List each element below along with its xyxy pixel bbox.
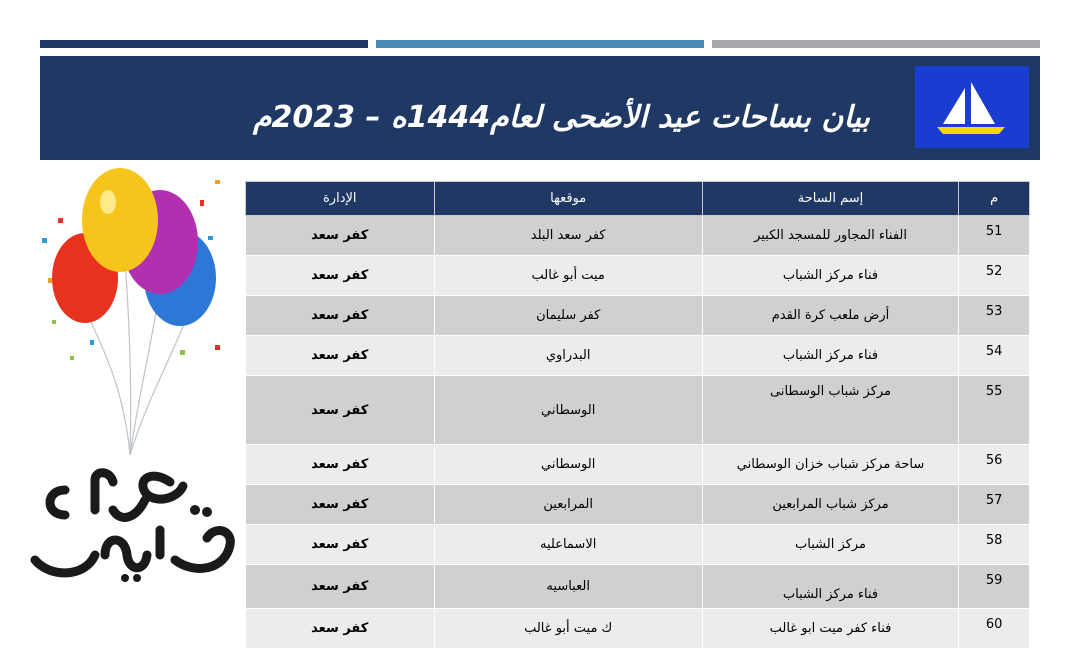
table-row: [246, 525, 1030, 565]
eid-greeting-art: [25, 460, 240, 585]
cell-location: الوسطاني: [434, 445, 702, 485]
cell-admin: كفر سعد: [246, 485, 435, 525]
cell-num: 58: [959, 525, 1030, 565]
cell-place: أرض ملعب كرة القدم: [702, 296, 958, 336]
eid-calligraphy-icon: [25, 460, 240, 585]
table-row: [246, 609, 1030, 649]
cell-location: كفر سليمان: [434, 296, 702, 336]
header-location: موقعها: [434, 182, 702, 216]
cell-location: العباسيه: [434, 565, 702, 609]
cell-place: مركز شباب الوسطانى: [702, 376, 958, 445]
cell-place: مركز شباب المرابعين: [702, 485, 958, 525]
balloons-icon: [30, 160, 230, 460]
logo: [915, 66, 1029, 148]
table-header-row: [246, 182, 1030, 216]
cell-num: 57: [959, 485, 1030, 525]
cell-num: 52: [959, 256, 1030, 296]
table-row: [246, 376, 1030, 445]
top-stripe-blue: [376, 40, 704, 48]
table-row: [246, 256, 1030, 296]
table-row: [246, 216, 1030, 256]
cell-place: مركز الشباب: [702, 525, 958, 565]
cell-admin: كفر سعد: [246, 256, 435, 296]
cell-admin: كفر سعد: [246, 525, 435, 565]
cell-admin: كفر سعد: [246, 216, 435, 256]
cell-num: 54: [959, 336, 1030, 376]
cell-admin: كفر سعد: [246, 565, 435, 609]
cell-location: ك ميت أبو غالب: [434, 609, 702, 649]
cell-admin: كفر سعد: [246, 609, 435, 649]
cell-place: فناء كفر ميت ابو غالب: [702, 609, 958, 649]
cell-place: فناء مركز الشباب: [702, 256, 958, 296]
balloons-decoration: [30, 160, 230, 460]
cell-admin: كفر سعد: [246, 445, 435, 485]
prayer-grounds-table: [245, 181, 1030, 649]
cell-num: 55: [959, 376, 1030, 445]
cell-num: 51: [959, 216, 1030, 256]
top-stripe-navy: [40, 40, 368, 48]
cell-num: 53: [959, 296, 1030, 336]
cell-location: كفر سعد البلد: [434, 216, 702, 256]
table-row: [246, 336, 1030, 376]
cell-place: فناء مركز الشباب: [702, 336, 958, 376]
header-admin: الإدارة: [246, 182, 435, 216]
cell-location: الوسطاني: [434, 376, 702, 445]
table-row: [246, 485, 1030, 525]
cell-location: ميت أبو غالب: [434, 256, 702, 296]
header-num: م: [959, 182, 1030, 216]
cell-num: 56: [959, 445, 1030, 485]
cell-location: المرابعين: [434, 485, 702, 525]
cell-place: ساحة مركز شباب خزان الوسطاني: [702, 445, 958, 485]
top-stripe-gray: [712, 40, 1040, 48]
sailboat-icon: [915, 66, 1029, 148]
cell-location: الاسماعليه: [434, 525, 702, 565]
cell-admin: كفر سعد: [246, 376, 435, 445]
cell-admin: كفر سعد: [246, 336, 435, 376]
cell-num: 60: [959, 609, 1030, 649]
table-row: [246, 565, 1030, 609]
cell-location: البدراوي: [434, 336, 702, 376]
cell-place: الفناء المجاور للمسجد الكبير: [702, 216, 958, 256]
page-title: بيان بساحات عيد الأضحى لعام1444ه – 2023م: [252, 100, 870, 135]
table-row: [246, 296, 1030, 336]
cell-num: 59: [959, 565, 1030, 609]
table-row: [246, 445, 1030, 485]
header-place: إسم الساحة: [702, 182, 958, 216]
cell-place: فناء مركز الشباب: [702, 565, 958, 609]
cell-admin: كفر سعد: [246, 296, 435, 336]
